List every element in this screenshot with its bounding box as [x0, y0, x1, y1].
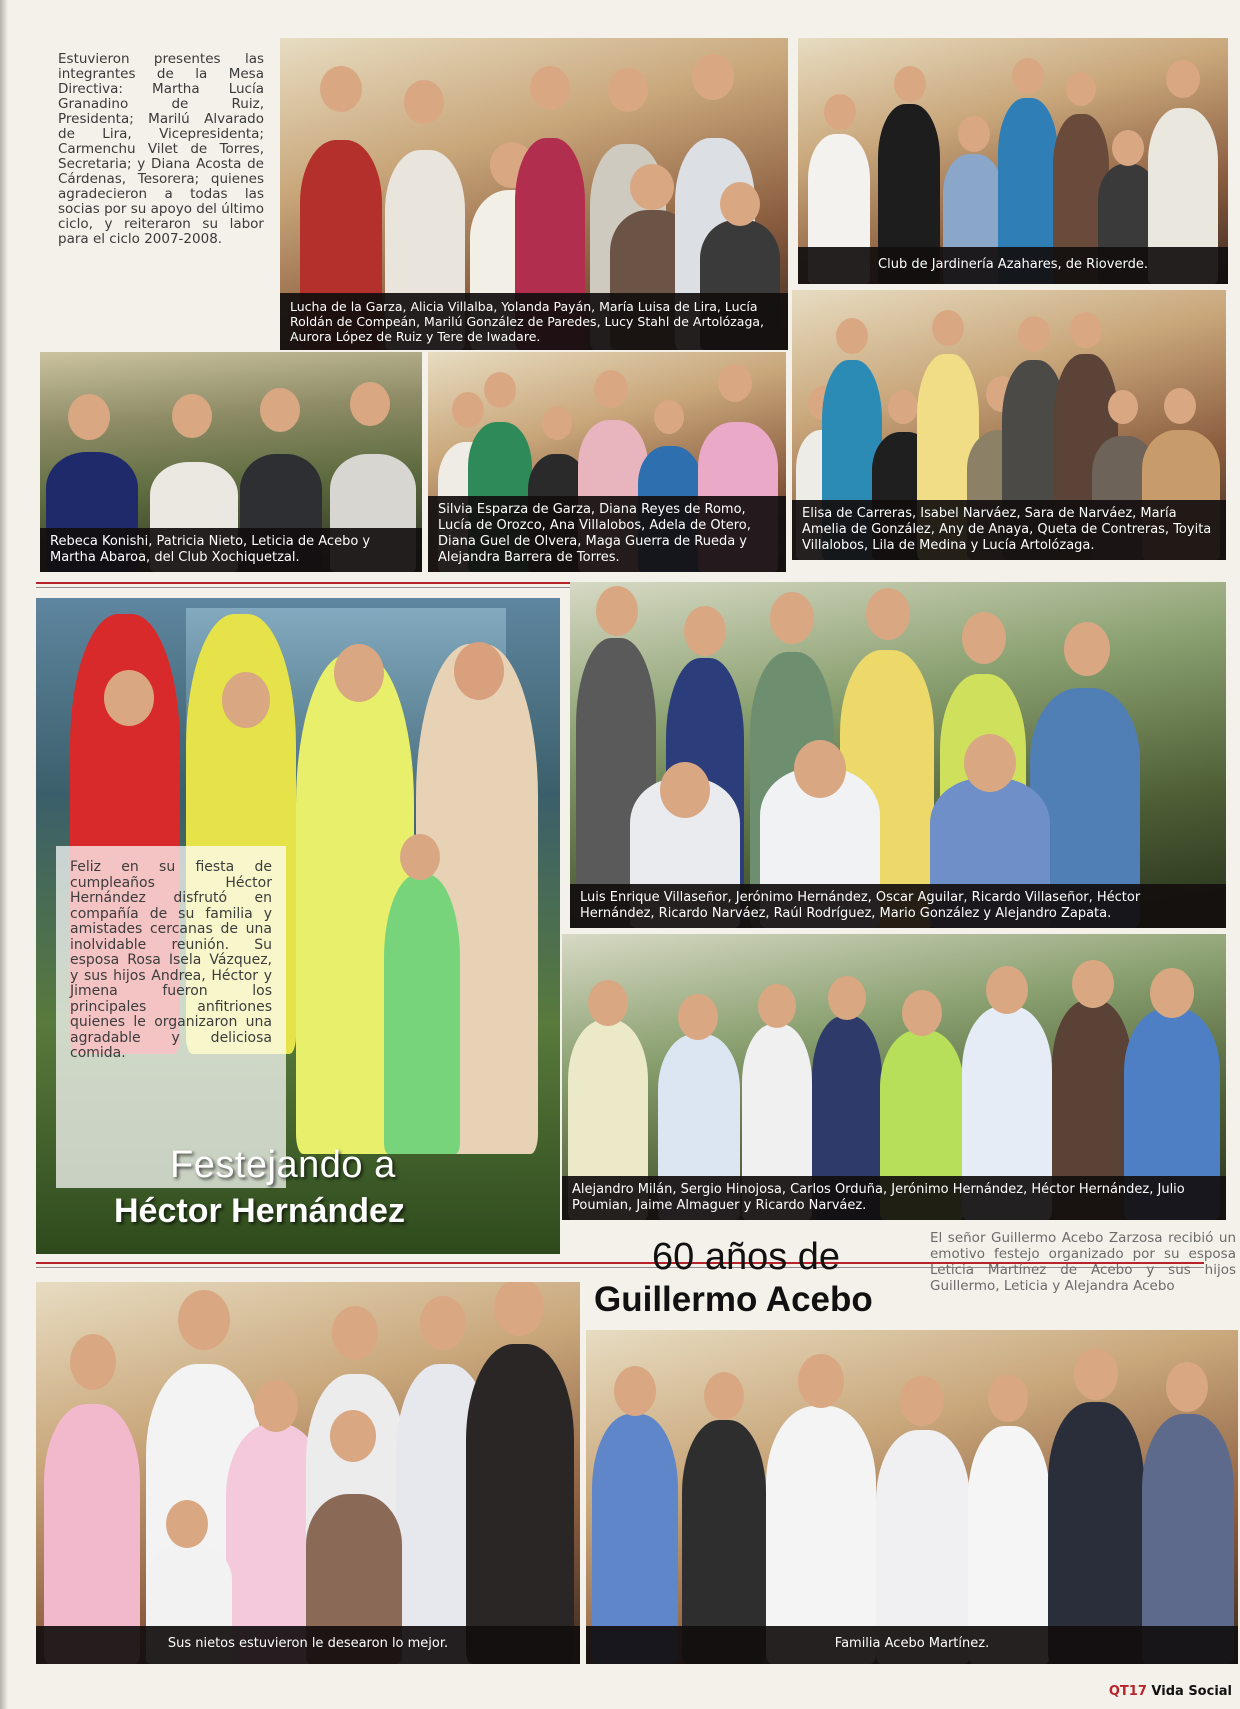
figure-head — [1072, 960, 1114, 1008]
page-footer — [1109, 1684, 1232, 1699]
figure-head — [988, 1374, 1028, 1422]
figure-head — [404, 80, 444, 124]
figure — [1048, 1402, 1144, 1664]
figure — [384, 874, 460, 1154]
figure-head — [720, 182, 760, 226]
figure-head — [614, 1366, 656, 1416]
figure-head — [172, 394, 212, 438]
figure-head — [178, 1290, 230, 1350]
figure-head — [866, 588, 910, 640]
figure-head — [1018, 316, 1050, 352]
photo-club-xochiquetzal — [40, 352, 422, 572]
figure-head — [542, 406, 572, 440]
figure-head — [334, 644, 384, 702]
figure-head — [888, 390, 918, 424]
figure-head — [588, 980, 628, 1026]
figure-head — [1074, 1348, 1118, 1400]
figure-head — [1166, 1362, 1208, 1412]
figure-head — [1070, 312, 1102, 348]
figure-head — [1112, 130, 1144, 166]
photo-caption: Elisa de Carreras, Isabel Narváez, Sara de Narváez, María Amelia de González, Any de Anaya, Queta de Contreras, Toyita Villalobos, Lila de Medina y Lucía Artolózaga. — [792, 500, 1226, 560]
figure-head — [758, 984, 796, 1028]
figure-head — [594, 370, 628, 408]
figure-head — [962, 612, 1006, 664]
figure-head — [332, 1306, 378, 1360]
figure-head — [958, 116, 990, 152]
hector-title-line2: Héctor Hernández — [114, 1192, 405, 1230]
photo-hector-family — [36, 598, 560, 1254]
figure-head — [1164, 388, 1196, 424]
figure-head — [900, 1376, 944, 1426]
figure-head — [836, 318, 868, 354]
figure — [44, 1404, 140, 1664]
photo-scene — [36, 1282, 580, 1664]
figure-head — [798, 1354, 844, 1408]
photo-group-silvia — [428, 352, 786, 572]
hector-title-line1: Festejando a — [170, 1144, 396, 1186]
photo-hector-guests — [562, 934, 1226, 1220]
figure-head — [770, 592, 814, 644]
photo-caption: Sus nietos estuvieron le desearon lo mejor. — [36, 1626, 580, 1664]
figure-head — [986, 966, 1028, 1014]
figure-head — [794, 740, 846, 798]
figure-head — [452, 392, 484, 428]
figure-head — [1012, 58, 1044, 94]
photo-scene — [570, 582, 1226, 928]
figure-head — [1066, 72, 1096, 106]
figure-head — [1166, 60, 1200, 98]
acebo-title-line2: Guillermo Acebo — [594, 1280, 873, 1319]
page-edge-shadow — [0, 0, 8, 1709]
figure-head — [608, 68, 648, 112]
figure-head — [350, 382, 390, 426]
figure-head — [320, 66, 362, 112]
figure-head — [166, 1500, 208, 1548]
figure-head — [932, 310, 964, 346]
figure-head — [718, 364, 752, 402]
figure — [466, 1344, 574, 1664]
figure-head — [454, 642, 504, 700]
figure-head — [530, 66, 570, 110]
figure-head — [494, 1282, 544, 1336]
figure-head — [684, 606, 726, 656]
hector-story-text: Feliz en su fiesta de cumpleaños Héctor Hernández disfrutó en compañía de su familia y amistades cercanas de una inolvidable reunión. Su esposa Rosa Isela Vázquez, y sus hijos Andrea, Héctor y Jimena fueron los principales anfitriones quienes le organizaron una agradable y deliciosa comida. — [56, 846, 286, 1188]
photo-scene — [586, 1330, 1238, 1664]
figure-head — [420, 1296, 466, 1350]
photo-hector-friends — [570, 582, 1226, 928]
figure-head — [630, 164, 674, 210]
photo-caption: Silvia Esparza de Garza, Diana Reyes de Romo, Lucía de Orozco, Ana Villalobos, Adela de Otero, Diana Guel de Olvera, Maga Guerra de Rueda y Alejandra Barrera de Torres. — [428, 496, 786, 572]
figure-head — [1064, 622, 1110, 676]
photo-group-elisa — [792, 290, 1226, 560]
photo-club-azahares — [798, 38, 1228, 284]
figure-head — [824, 94, 856, 130]
page-folio: QT17 — [1108, 1684, 1147, 1699]
figure-head — [70, 1334, 116, 1390]
figure-head — [330, 1410, 376, 1462]
figure-head — [964, 734, 1016, 792]
figure-head — [1108, 390, 1138, 424]
figure-head — [400, 834, 440, 880]
figure-head — [660, 762, 710, 818]
acebo-title-line1: 60 años de — [652, 1236, 841, 1278]
intro-paragraph: Estuvieron presentes las integrantes de la Mesa Directiva: Martha Lucía Granadino de Ruiz, Presidenta; Marilú Alvarado de Lira, Vicepresidenta; Carmenchu Vilet de Torres, Secretaria; y Diana Acosta de Cárdenas, Tesorera; quienes agradecieron a todas las socias por su apoyo del último ciclo, y reiteraron su labor para el ciclo 2007-2008. — [58, 51, 264, 247]
figure-head — [704, 1372, 744, 1420]
figure-head — [222, 672, 270, 728]
figure-head — [654, 400, 684, 434]
photo-acebo-family — [586, 1330, 1238, 1664]
figure-head — [828, 976, 866, 1020]
section-name: Vida Social — [1151, 1684, 1232, 1699]
figure-head — [902, 990, 942, 1036]
figure-head — [104, 670, 154, 726]
figure-head — [1150, 968, 1194, 1018]
figure-head — [678, 994, 718, 1040]
acebo-story-text: El señor Guillermo Acebo Zarzosa recibió un emotivo festejo organizado por su esposa Leticia Martínez de Acebo y sus hijos Guillermo, Leticia y Alejandra Acebo — [930, 1230, 1236, 1294]
photo-caption: Alejandro Milán, Sergio Hinojosa, Carlos Orduña, Jerónimo Hernández, Héctor Hernández, Julio Poumian, Jaime Almaguer y Ricardo Narváez. — [562, 1176, 1226, 1220]
figure-head — [692, 54, 734, 100]
figure-head — [260, 388, 300, 432]
figure-head — [596, 586, 638, 636]
photo-caption: Club de Jardinería Azahares, de Rioverde. — [798, 247, 1228, 284]
photo-acebo-grandchildren — [36, 1282, 580, 1664]
figure-head — [484, 372, 516, 408]
figure-head — [68, 394, 110, 440]
photo-mesa-directiva — [280, 38, 788, 350]
photo-caption: Lucha de la Garza, Alicia Villalba, Yolanda Payán, María Luisa de Lira, Lucía Roldán de Compeán, Marilú González de Paredes, Lucy Stahl de Artolózaga, Aurora López de Ruiz y Tere de Iwadare. — [280, 293, 788, 350]
photo-caption: Familia Acebo Martínez. — [586, 1626, 1238, 1664]
photo-caption: Luis Enrique Villaseñor, Jerónimo Hernández, Oscar Aguilar, Ricardo Villaseñor, Héctor Hernández, Ricardo Narváez, Raúl Rodríguez, Mario González y Alejandro Zapata. — [570, 884, 1226, 928]
photo-caption: Rebeca Konishi, Patricia Nieto, Leticia de Acebo y Martha Abaroa, del Club Xochiquetzal. — [40, 528, 422, 572]
figure-head — [254, 1380, 298, 1432]
figure-head — [894, 66, 926, 102]
